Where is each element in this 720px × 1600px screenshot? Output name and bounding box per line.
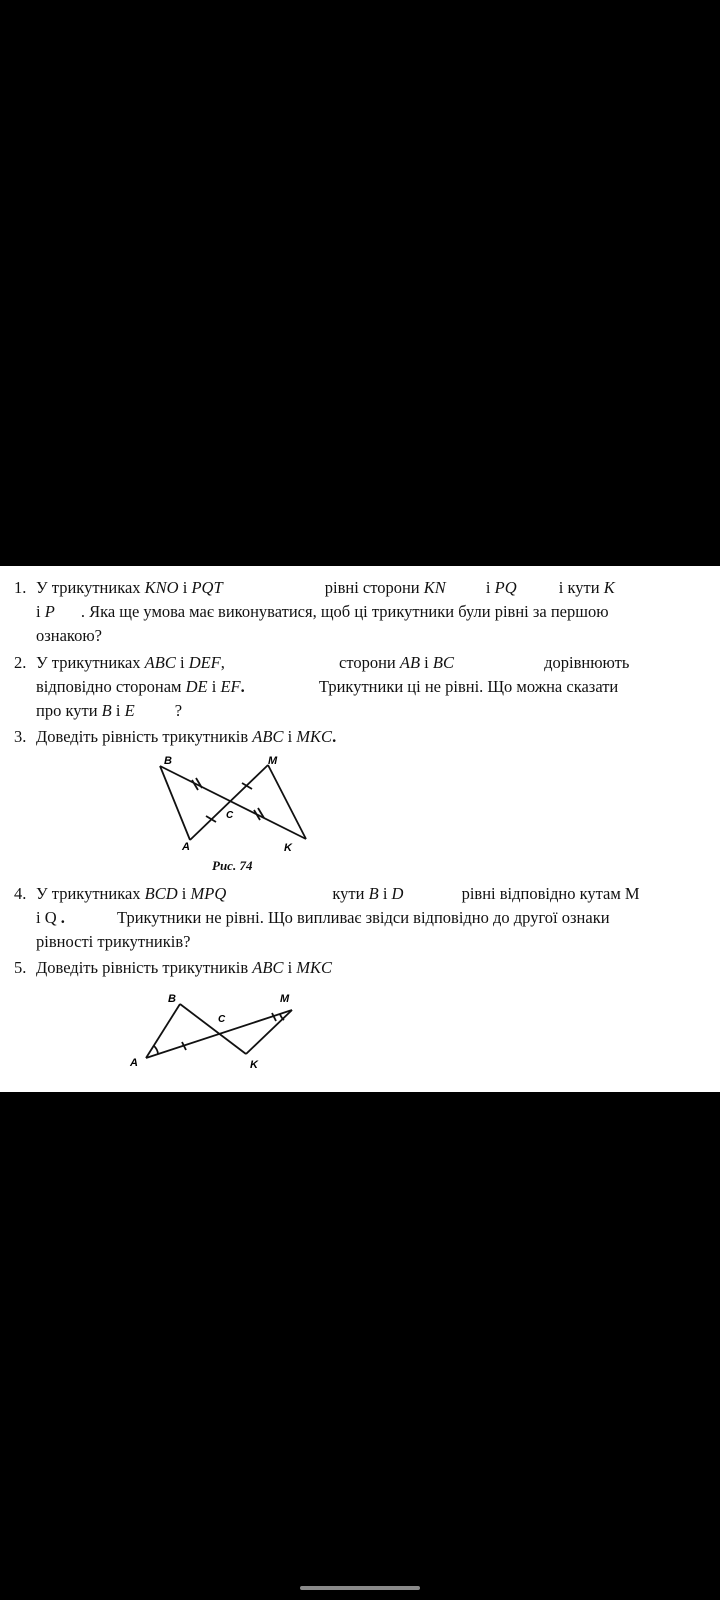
segment-ba [160, 766, 190, 840]
label-k: K [284, 842, 292, 854]
problem-number: 4. [14, 884, 27, 903]
problem-number: 3. [14, 727, 27, 746]
problem-number: 5. [14, 958, 27, 977]
label-m: M [268, 755, 278, 767]
segment-bk [160, 766, 306, 839]
label-k: K [250, 1059, 258, 1071]
figure-caption: Рис. 74 [212, 858, 253, 873]
segment-am [190, 765, 268, 840]
problem-number: 2. [14, 653, 27, 672]
label-b: B [168, 993, 176, 1005]
label-c: C [226, 810, 234, 821]
label-a: A [130, 1057, 138, 1069]
figure-problem-5-diagram [128, 986, 308, 1072]
segment-mk [268, 765, 306, 839]
label-c: C [218, 1014, 226, 1025]
segment-km [246, 1010, 292, 1054]
figure-74-diagram [150, 752, 330, 862]
home-indicator[interactable] [300, 1586, 420, 1590]
label-a: A [182, 841, 190, 853]
label-b: B [164, 755, 172, 767]
label-m: M [280, 993, 290, 1005]
angle-arc [154, 1046, 158, 1054]
problem-number: 1. [14, 578, 27, 597]
textbook-page-photo: 1. У трикутниках KNO і PQT рівні сторони KN і PQ і кути K і P . Яка ще умова має виконуватися, щоб ці трикутники були рівні за першою ознакою? 2. У трикутниках ABC і DEF, сторони AB і BC дорівнюють відповідно сторонам DE і EF. Трикутники ці не рівні. Що можна сказати про кути B і E ? 3. Доведіть рівність трикутників ABC і MKC. B M C A K Рис. 74 4. У трикутниках BCD і MPQ кути B і D рівні відповідно кутам М і Q . Трикутники не рівні. Що випливає звідси відповідно до другої ознаки рівності трикутників? 5. Доведіть рівність трикутників ABC і MKC B M C A K [0, 566, 720, 1092]
segment-ab [146, 1004, 180, 1058]
